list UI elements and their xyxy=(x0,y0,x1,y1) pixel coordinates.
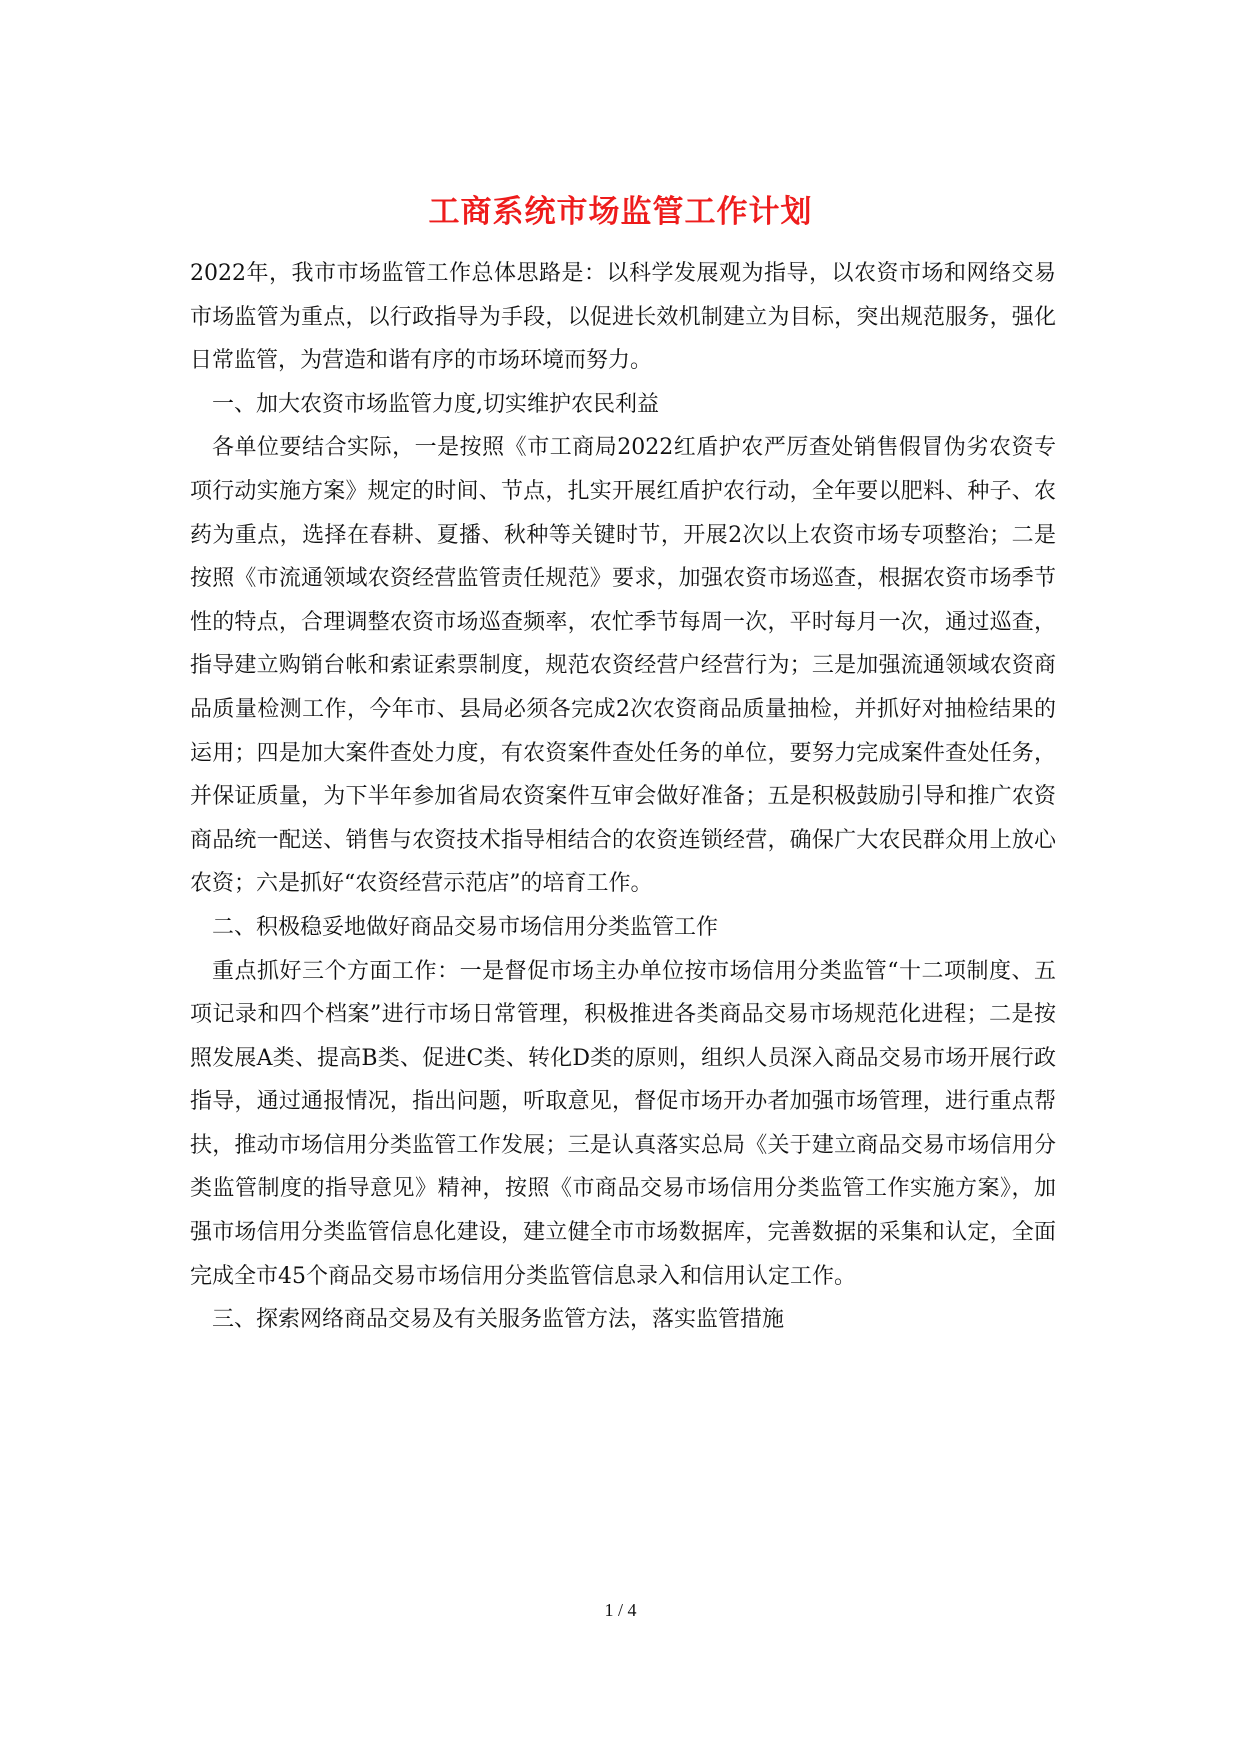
section-paragraph-2: 重点抓好三个方面工作：一是督促市场主办单位按市场信用分类监管“十二项制度、五项记录和四个档案”进行市场日常管理，积极推进各类商品交易市场规范化进程；二是按照发展A类、提高B类、促进C类、转化D类的原则，组织人员深入商品交易市场开展行政指导，通过通报情况，指出问题，听取意见，督促市场开办者加强市场管理，进行重点帮扶，推动市场信用分类监管工作发展；三是认真落实总局《关于建立商品交易市场信用分类监管制度的指导意见》精神，按照《市商品交易市场信用分类监管工作实施方案》，加强市场信用分类监管信息化建设，建立健全市市场数据库，完善数据的采集和认定，全面完成全市45个商品交易市场信用分类监管信息录入和信用认定工作。 xyxy=(190,958,1056,1289)
section-heading-2: 二、积极稳妥地做好商品交易市场信用分类监管工作 xyxy=(212,914,719,940)
section-heading-1: 一、加大农资市场监管力度,切实维护农民利益 xyxy=(212,391,659,417)
document-title: 工商系统市场监管工作计划 xyxy=(428,194,813,230)
section-paragraph-1: 各单位要结合实际，一是按照《市工商局2022红盾护农严厉查处销售假冒伪劣农资专项行动实施方案》规定的时间、节点，扎实开展红盾护农行动，全年要以肥料、种子、农药为重点，选择在春耕、夏播、秋种等关键时节，开展2次以上农资市场专项整治；二是按照《市流通领域农资经营监管责任规范》要求，加强农资市场巡查，根据农资市场季节性的特点，合理调整农资市场巡查频率，农忙季节每周一次，平时每月一次，通过巡查，指导建立购销台帐和索证索票制度，规范农资经营户经营行为；三是加强流通领域农资商品质量检测工作，今年市、县局必须各完成2次农资商品质量抽检，并抓好对抽检结果的运用；四是加大案件查处力度，有农资案件查处任务的单位，要努力完成案件查处任务，并保证质量，为下半年参加省局农资案件互审会做好准备；五是积极鼓励引导和推广农资商品统一配送、销售与农资技术指导相结合的农资连锁经营，确保广大农民群众用上放心农资；六是抓好“农资经营示范店”的培育工作。 xyxy=(190,435,1056,897)
document-body xyxy=(190,252,1056,1342)
intro-paragraph: 2022年，我市市场监管工作总体思路是：以科学发展观为指导，以农资市场和网络交易市场监管为重点，以行政指导为手段，以促进长效机制建立为目标，突出规范服务，强化日常监管，为营造和谐有序的市场环境而努力。 xyxy=(190,261,1056,374)
section-heading-3: 三、探索网络商品交易及有关服务监管方法，落实监管措施 xyxy=(212,1307,785,1333)
page-number: 1 / 4 xyxy=(604,1600,637,1620)
